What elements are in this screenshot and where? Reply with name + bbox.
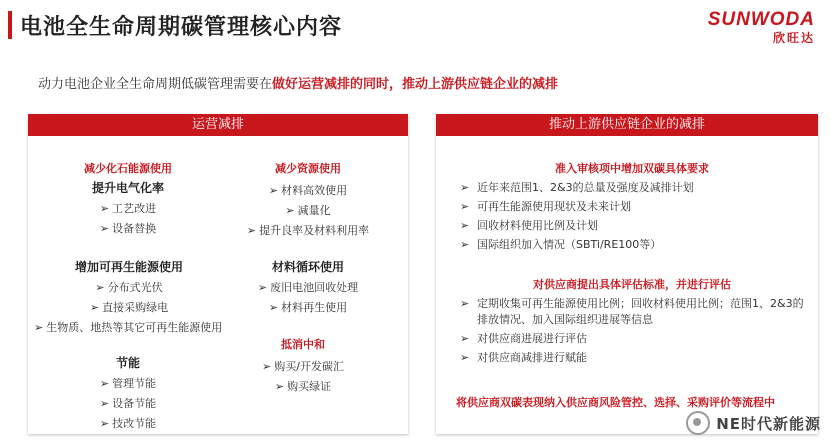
list-item: ➢ 材料再生使用	[268, 301, 348, 314]
arrow-icon: ➢	[460, 200, 470, 213]
page-title: 电池全生命周期碳管理核心内容	[20, 15, 343, 40]
recycle-block	[243, 258, 373, 315]
list-item: ➢ 生物质、地热等其它可再生能源使用	[34, 321, 223, 334]
arrow-icon: ➢	[460, 332, 470, 345]
evaluation-block	[452, 276, 812, 369]
arrow-icon: ➢	[460, 351, 470, 364]
operations-panel-header: 运营减排	[28, 114, 408, 136]
logo-wordmark: SUNWODA	[707, 9, 815, 30]
offset-heading: 抵消中和	[281, 338, 325, 351]
admission-block	[452, 160, 812, 256]
watermark-text: NE时代新能源	[716, 414, 821, 433]
arrow-icon: ➢	[99, 397, 110, 410]
list-item: ➢ 直接采购绿电	[89, 301, 169, 314]
arrow-icon: ➢	[460, 219, 470, 232]
risk-note: 将供应商双碳表现纳入供应商风险管控、选择、采购评价等流程中	[456, 396, 775, 409]
list-item: ➢ 提升良率及材料利用率	[246, 224, 370, 237]
list-item: ➢ 国际组织加入情况（SBTi/RE100等）	[460, 238, 662, 251]
list-item: ➢ 近年来范围1、2&3的总量及强度及减排计划	[460, 181, 694, 194]
arrow-icon: ➢	[460, 297, 470, 310]
arrow-icon: ➢	[268, 184, 279, 197]
list-item: ➢ 回收材料使用比例及计划	[460, 219, 598, 232]
renewable-heading: 增加可再生能源使用	[74, 260, 183, 274]
logo-chinese: 欣旺达	[772, 31, 815, 45]
list-item: ➢ 定期收集可再生能源使用比例；回收材料使用比例；范围1、2&3的排放情况、加入国际组织进展等信息	[460, 297, 804, 326]
arrow-icon: ➢	[99, 377, 110, 390]
admission-heading: 准入审核项中增加双碳具体要求	[555, 162, 709, 175]
list-item: ➢ 设备替换	[99, 222, 157, 235]
list-item: ➢ 工艺改进	[99, 202, 157, 215]
list-item: ➢ 管理节能	[99, 377, 157, 390]
arrow-icon: ➢	[460, 181, 470, 194]
arrow-icon: ➢	[285, 204, 295, 217]
arrow-icon: ➢	[246, 224, 257, 237]
reduce-resource-block	[233, 160, 383, 238]
list-item: ➢ 分布式光伏	[95, 281, 163, 294]
list-item: ➢ 减量化	[285, 204, 331, 217]
list-item: ➢ 购买绿证	[274, 380, 332, 393]
list-item: ➢ 废旧电池回收处理	[257, 281, 359, 294]
brand-logo	[708, 9, 815, 46]
energy-saving-block	[78, 354, 178, 431]
list-item: ➢ 技改节能	[99, 417, 157, 430]
energy-saving-heading: 节能	[115, 356, 140, 370]
arrow-icon: ➢	[257, 281, 268, 294]
arrow-icon: ➢	[99, 202, 110, 215]
list-item: ➢ 可再生能源使用现状及未来计划	[460, 200, 631, 213]
list-item: ➢ 对供应商进展进行评估	[460, 332, 587, 345]
intro-text	[38, 73, 558, 92]
list-item: ➢ 材料高效使用	[268, 184, 348, 197]
arrow-icon: ➢	[99, 222, 110, 235]
intro-highlight: 做好运营减排的同时，推动上游供应链企业的减排	[272, 77, 559, 92]
arrow-icon: ➢	[262, 360, 272, 373]
offset-block	[248, 336, 358, 394]
electrification-subheading: 提升电气化率	[91, 181, 164, 195]
supply-chain-panel-header: 推动上游供应链企业的减排	[436, 114, 818, 136]
evaluation-heading: 对供应商提出具体评估标准，并进行评估	[533, 278, 731, 291]
reduce-resource-heading: 减少资源使用	[275, 162, 341, 175]
risk-note-block	[456, 394, 796, 412]
watermark	[686, 411, 821, 435]
arrow-icon: ➢	[99, 417, 110, 430]
renewable-block	[34, 258, 224, 335]
arrow-icon: ➢	[95, 281, 105, 294]
wechat-icon	[686, 411, 710, 435]
arrow-icon: ➢	[460, 238, 470, 251]
list-item: ➢ 购买/开发碳汇	[262, 360, 344, 373]
operations-panel	[28, 114, 408, 434]
arrow-icon: ➢	[274, 380, 285, 393]
supply-chain-panel	[436, 114, 818, 434]
reduce-fossil-block	[58, 160, 198, 236]
intro-prefix: 动力电池企业全生命周期低碳管理需要在	[38, 77, 273, 92]
list-item: ➢ 对供应商减排进行赋能	[460, 351, 587, 364]
reduce-fossil-heading: 减少化石能源使用	[84, 162, 172, 175]
arrow-icon: ➢	[268, 301, 279, 314]
list-item: ➢ 设备节能	[99, 397, 157, 410]
recycle-heading: 材料循环使用	[271, 260, 344, 274]
arrow-icon: ➢	[89, 301, 100, 314]
arrow-icon: ➢	[34, 321, 44, 334]
title-accent-bar	[8, 11, 12, 39]
